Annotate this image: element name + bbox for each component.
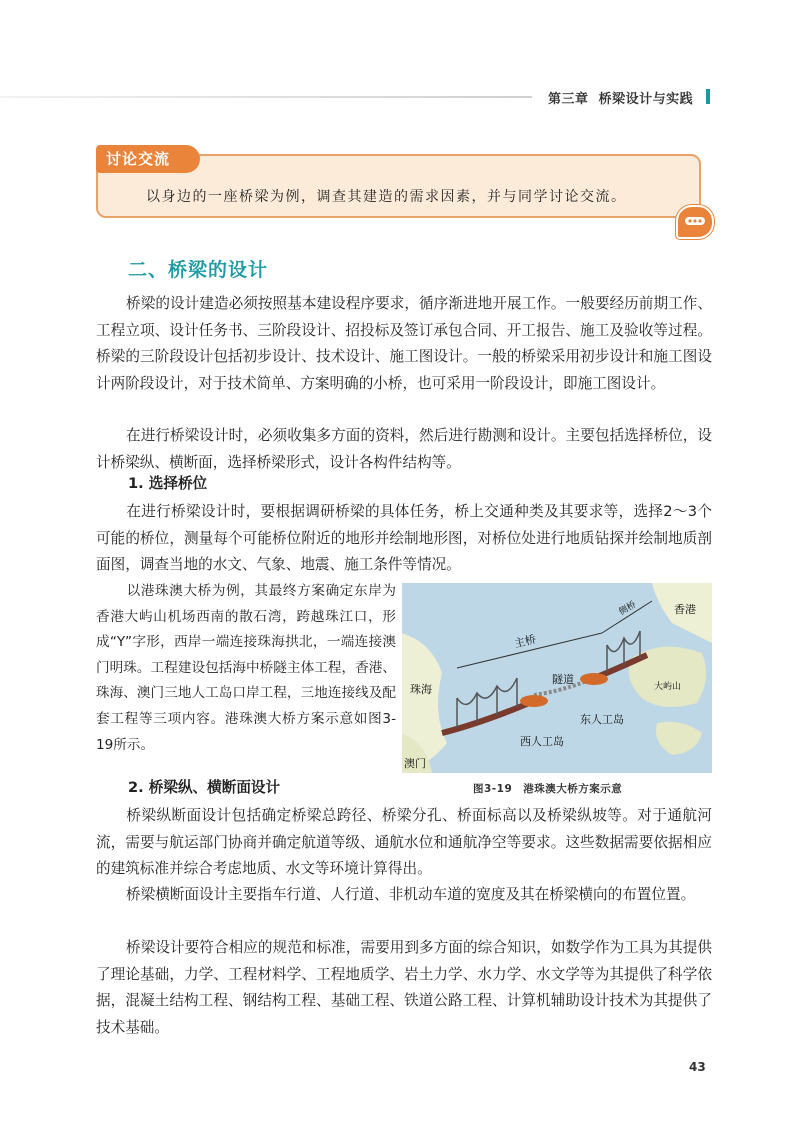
bridge-scheme-figure bbox=[402, 583, 712, 773]
label-macau: 澳门 bbox=[404, 757, 426, 770]
chat-bubble-icon bbox=[676, 205, 714, 239]
paragraph-4: 以港珠澳大桥为例，其最终方案确定东岸为香港大屿山机场西南的散石湾，跨越珠江口，形成“Y”字形，西岸一端连接珠海拱北，一端连接澳门明珠。工程建设包括海中桥隧主体工程，香港、珠海、澳门三地人工岛口岸工程，三地连接线及配套工程等三项内容。港珠澳大桥方案示意如图3-19所示。 bbox=[96, 583, 396, 753]
chapter-number: 第三章 bbox=[548, 92, 589, 107]
figure-caption: 图3-19 港珠澳大桥方案示意 bbox=[473, 783, 623, 795]
section-title: 二、桥梁的设计 bbox=[128, 259, 269, 281]
label-main-bridge: 主桥 bbox=[512, 632, 538, 651]
chapter-header bbox=[548, 88, 693, 107]
label-lantau: 大屿山 bbox=[654, 682, 682, 692]
discussion-tag: 讨论交流 bbox=[96, 145, 200, 173]
label-hongkong: 香港 bbox=[674, 603, 696, 616]
header-accent-bar bbox=[706, 89, 710, 104]
subheading-sections: 2. 桥梁纵、横断面设计 bbox=[128, 779, 281, 796]
chapter-title: 桥梁设计与实践 bbox=[598, 92, 694, 107]
paragraph-2: 在进行桥梁设计时，必须收集多方面的资料，然后进行勘测和设计。主要包括选择桥位，设计桥梁纵、横断面，选择桥梁形式，设计各构件结构等。 bbox=[96, 427, 712, 471]
page-number: 43 bbox=[689, 1060, 706, 1074]
paragraph-5: 桥梁纵断面设计包括确定桥梁总跨径、桥梁分孔、桥面标高以及桥梁纵坡等。对于通航河流，需要与航运部门协商并确定航道等级、通航水位和通航净空等要求。这些数据需要依据相应的建筑标准并综合考虑地质、水文等环境计算得出。 bbox=[96, 807, 712, 877]
label-east-island: 东人工岛 bbox=[580, 713, 624, 726]
label-tunnel: 隧道 bbox=[552, 673, 574, 686]
paragraph-7: 桥梁设计要符合相应的规范和标准，需要用到多方面的综合知识，如数学作为工具为其提供了理论基础，力学、工程材料学、工程地质学、岩土力学、水力学、水文学等为其提供了科学依据，混凝土结构工程、钢结构工程、基础工程、铁道公路工程、计算机辅助设计技术为其提供了技术基础。 bbox=[96, 939, 712, 1036]
subheading-bridge-site: 1. 选择桥位 bbox=[128, 475, 208, 492]
paragraph-1: 桥梁的设计建造必须按照基本建设程序要求，循序渐进地开展工作。一般要经历前期工作、工程立项、设计任务书、三阶段设计、招投标及签订承包合同、开工报告、施工及验收等过程。桥梁的三阶段设计包括初步设计、技术设计、施工图设计。一般的桥梁采用初步设计和施工图设计两阶段设计，对于技术简单、方案明确的小桥，也可采用一阶段设计，即施工图设计。 bbox=[96, 295, 712, 392]
label-west-island: 西人工岛 bbox=[520, 735, 564, 748]
paragraph-6: 桥梁横断面设计主要指车行道、人行道、非机动车道的宽度及其在桥梁横向的布置位置。 bbox=[126, 886, 696, 903]
discussion-text: 以身边的一座桥梁为例，调查其建造的需求因素，并与同学讨论交流。 bbox=[146, 189, 627, 205]
label-zhuhai: 珠海 bbox=[410, 683, 432, 696]
label-spur-bridge: 侧桥 bbox=[617, 599, 639, 618]
paragraph-3: 在进行桥梁设计时，要根据调研桥梁的具体任务，桥上交通种类及其要求等，选择2～3个可能的桥位，测量每个可能桥位附近的地形并绘制地形图，对桥位处进行地质钻探并绘制地质剖面图，调查当地的水文、气象、地震、施工条件等情况。 bbox=[96, 503, 712, 573]
header-rule bbox=[0, 96, 532, 98]
